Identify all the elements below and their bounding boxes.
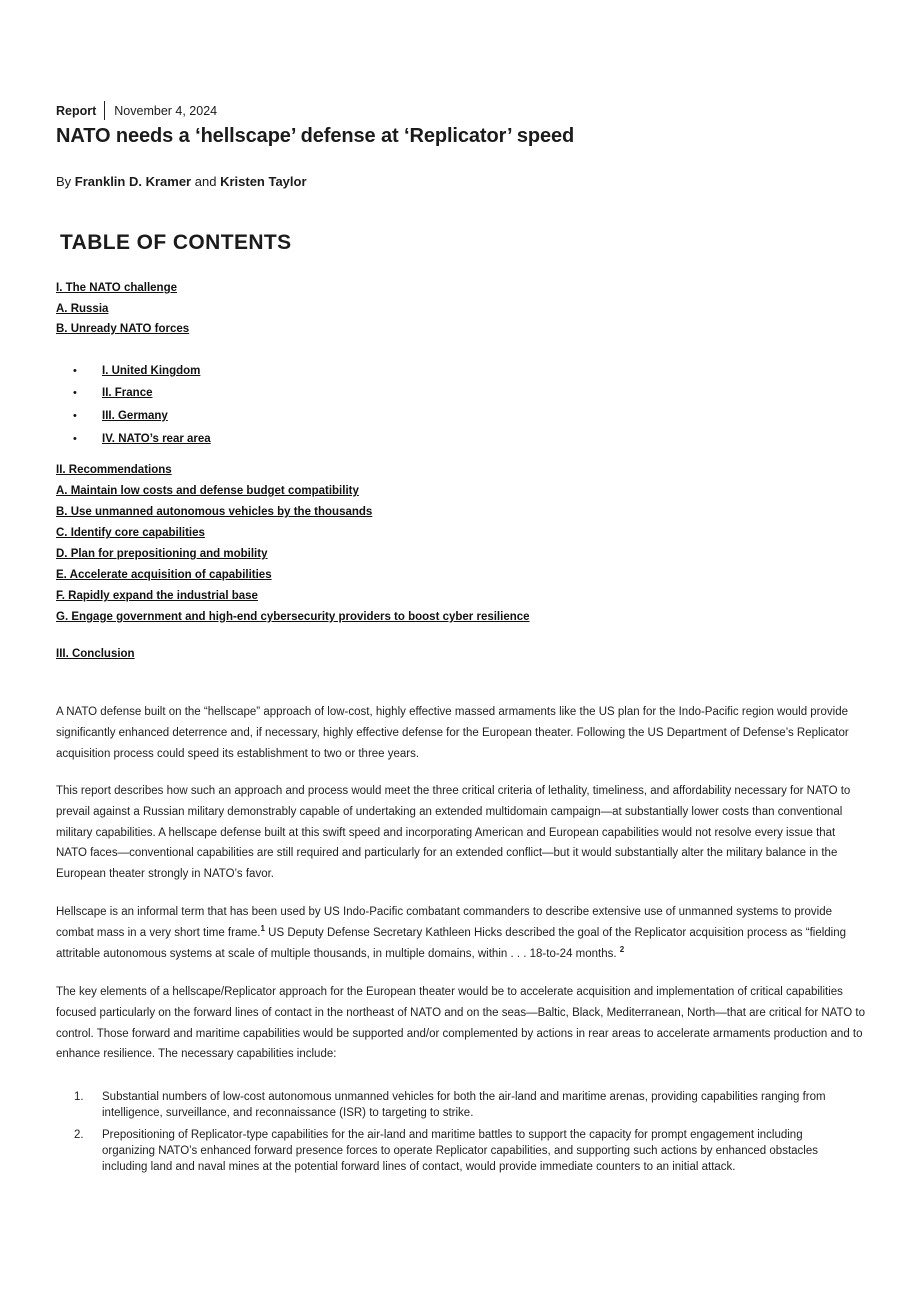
bullet-icon: •: [73, 410, 77, 422]
toc-link-prepositioning[interactable]: D. Plan for prepositioning and mobility: [56, 548, 268, 560]
footnote-marker[interactable]: 2: [619, 944, 625, 954]
toc-link-russia[interactable]: A. Russia: [56, 303, 109, 315]
toc-link-united-kingdom[interactable]: I. United Kingdom: [102, 365, 201, 377]
toc-link-france[interactable]: II. France: [102, 387, 153, 399]
toc-link-recommendations[interactable]: II. Recommendations: [56, 464, 172, 476]
toc-heading: TABLE OF CONTENTS: [60, 231, 292, 254]
toc-link-conclusion[interactable]: III. Conclusion: [56, 648, 135, 660]
toc-link-low-costs[interactable]: A. Maintain low costs and defense budget compatibility: [56, 485, 359, 497]
byline: [56, 174, 307, 189]
body-paragraph: This report describes how such an approach and process would meet the three critical criteria of lethality, timeliness, and affordability necessary for NATO to prevail against a Russian military demonstrably capable of undertaking an extended multidomain campaign—at substantially lower costs than conventional military capabilities. A hellscape defense built at this swift speed and incorporating American and European capabilities would not resolve every issue that NATO faces—conventional capabilities are still required and particularly for an extended conflict—but it would substantially alter the military balance in the European theater strongly in NATO’s favor.: [56, 785, 851, 881]
paragraph-text: Hellscape is an informal term that has been used by US Indo-Pacific combatant commanders to describe extensive use of unmanned systems to provide combat mass in a very short time frame.: [56, 906, 833, 939]
toc-link-nato-challenge[interactable]: I. The NATO challenge: [56, 282, 177, 294]
author-name: Kristen Taylor: [220, 174, 307, 189]
list-text: Prepositioning of Replicator-type capabilities for the air-land and maritime battles to support the capacity for prompt engagement including organizing NATO’s enhanced forward presence forces to operate Replicator capabilities, and supporting such actions by enhanced obstacles including land and naval mines at the potential forward lines of contact, would provide immediate counters to an initial attack.: [102, 1129, 818, 1174]
report-date: November 4, 2024: [114, 103, 218, 118]
report-title: NATO needs a ‘hellscape’ defense at ‘Replicator’ speed: [56, 125, 575, 147]
toc-link-cyber-resilience[interactable]: G. Engage government and high-end cybersecurity providers to boost cyber resilience: [56, 611, 530, 623]
list-text: Substantial numbers of low-cost autonomous unmanned vehicles for both the air-land and maritime arenas, providing capabilities ranging from intelligence, surveillance, and reconnaissance (ISR) to targeting to strike.: [102, 1091, 826, 1120]
body-paragraph: A NATO defense built on the “hellscape” approach of low-cost, highly effective massed armaments like the US plan for the Indo-Pacific region would provide significantly enhanced deterrence and, if necessary, highly effective defense for the European theater. Following the US Department of Defense’s Replicator acquisition process could speed its establishment to two or three years.: [56, 706, 849, 760]
bullet-icon: •: [73, 433, 77, 445]
paragraph-text: US Deputy Defense Secretary Kathleen Hicks described the goal of the Replicator acquisition process as “fielding attritable autonomous systems at scale of multiple thousands, in multiple domains, within . . . 18-to-24 months.: [56, 926, 847, 960]
byline-conjunction: and: [194, 174, 217, 189]
toc-link-unmanned-vehicles[interactable]: B. Use unmanned autonomous vehicles by the thousands: [56, 506, 373, 518]
body-paragraph: [56, 902, 866, 964]
author-name: Franklin D. Kramer: [74, 174, 192, 189]
list-number: 1.: [74, 1091, 84, 1103]
meta-divider: [104, 101, 105, 120]
bullet-icon: •: [73, 387, 77, 399]
toc-link-core-capabilities[interactable]: C. Identify core capabilities: [56, 527, 205, 539]
list-number: 2.: [74, 1129, 84, 1141]
footnote-marker[interactable]: 1: [260, 923, 265, 933]
bullet-icon: •: [73, 365, 77, 377]
byline-prefix: By: [56, 174, 72, 189]
toc-link-rear-area[interactable]: IV. NATO’s rear area: [102, 433, 211, 445]
toc-link-germany[interactable]: III. Germany: [102, 410, 168, 422]
toc-link-unready-forces[interactable]: B. Unready NATO forces: [56, 323, 190, 335]
toc-link-industrial-base[interactable]: F. Rapidly expand the industrial base: [56, 590, 258, 602]
body-paragraph: The key elements of a hellscape/Replicator approach for the European theater would be to accelerate acquisition and implementation of critical capabilities focused particularly on the forward lines of contact in the northeast of NATO and on the seas—Baltic, Black, Mediterranean, North—that are critical for NATO to control. Those forward and maritime capabilities would be supported and/or complemented by actions in rear areas to accelerate armaments production and to enhance resilience. The necessary capabilities include:: [56, 986, 866, 1061]
report-meta: [56, 101, 217, 120]
report-type-label: Report: [56, 103, 97, 118]
toc-link-acquisition[interactable]: E. Accelerate acquisition of capabilities: [56, 569, 272, 581]
